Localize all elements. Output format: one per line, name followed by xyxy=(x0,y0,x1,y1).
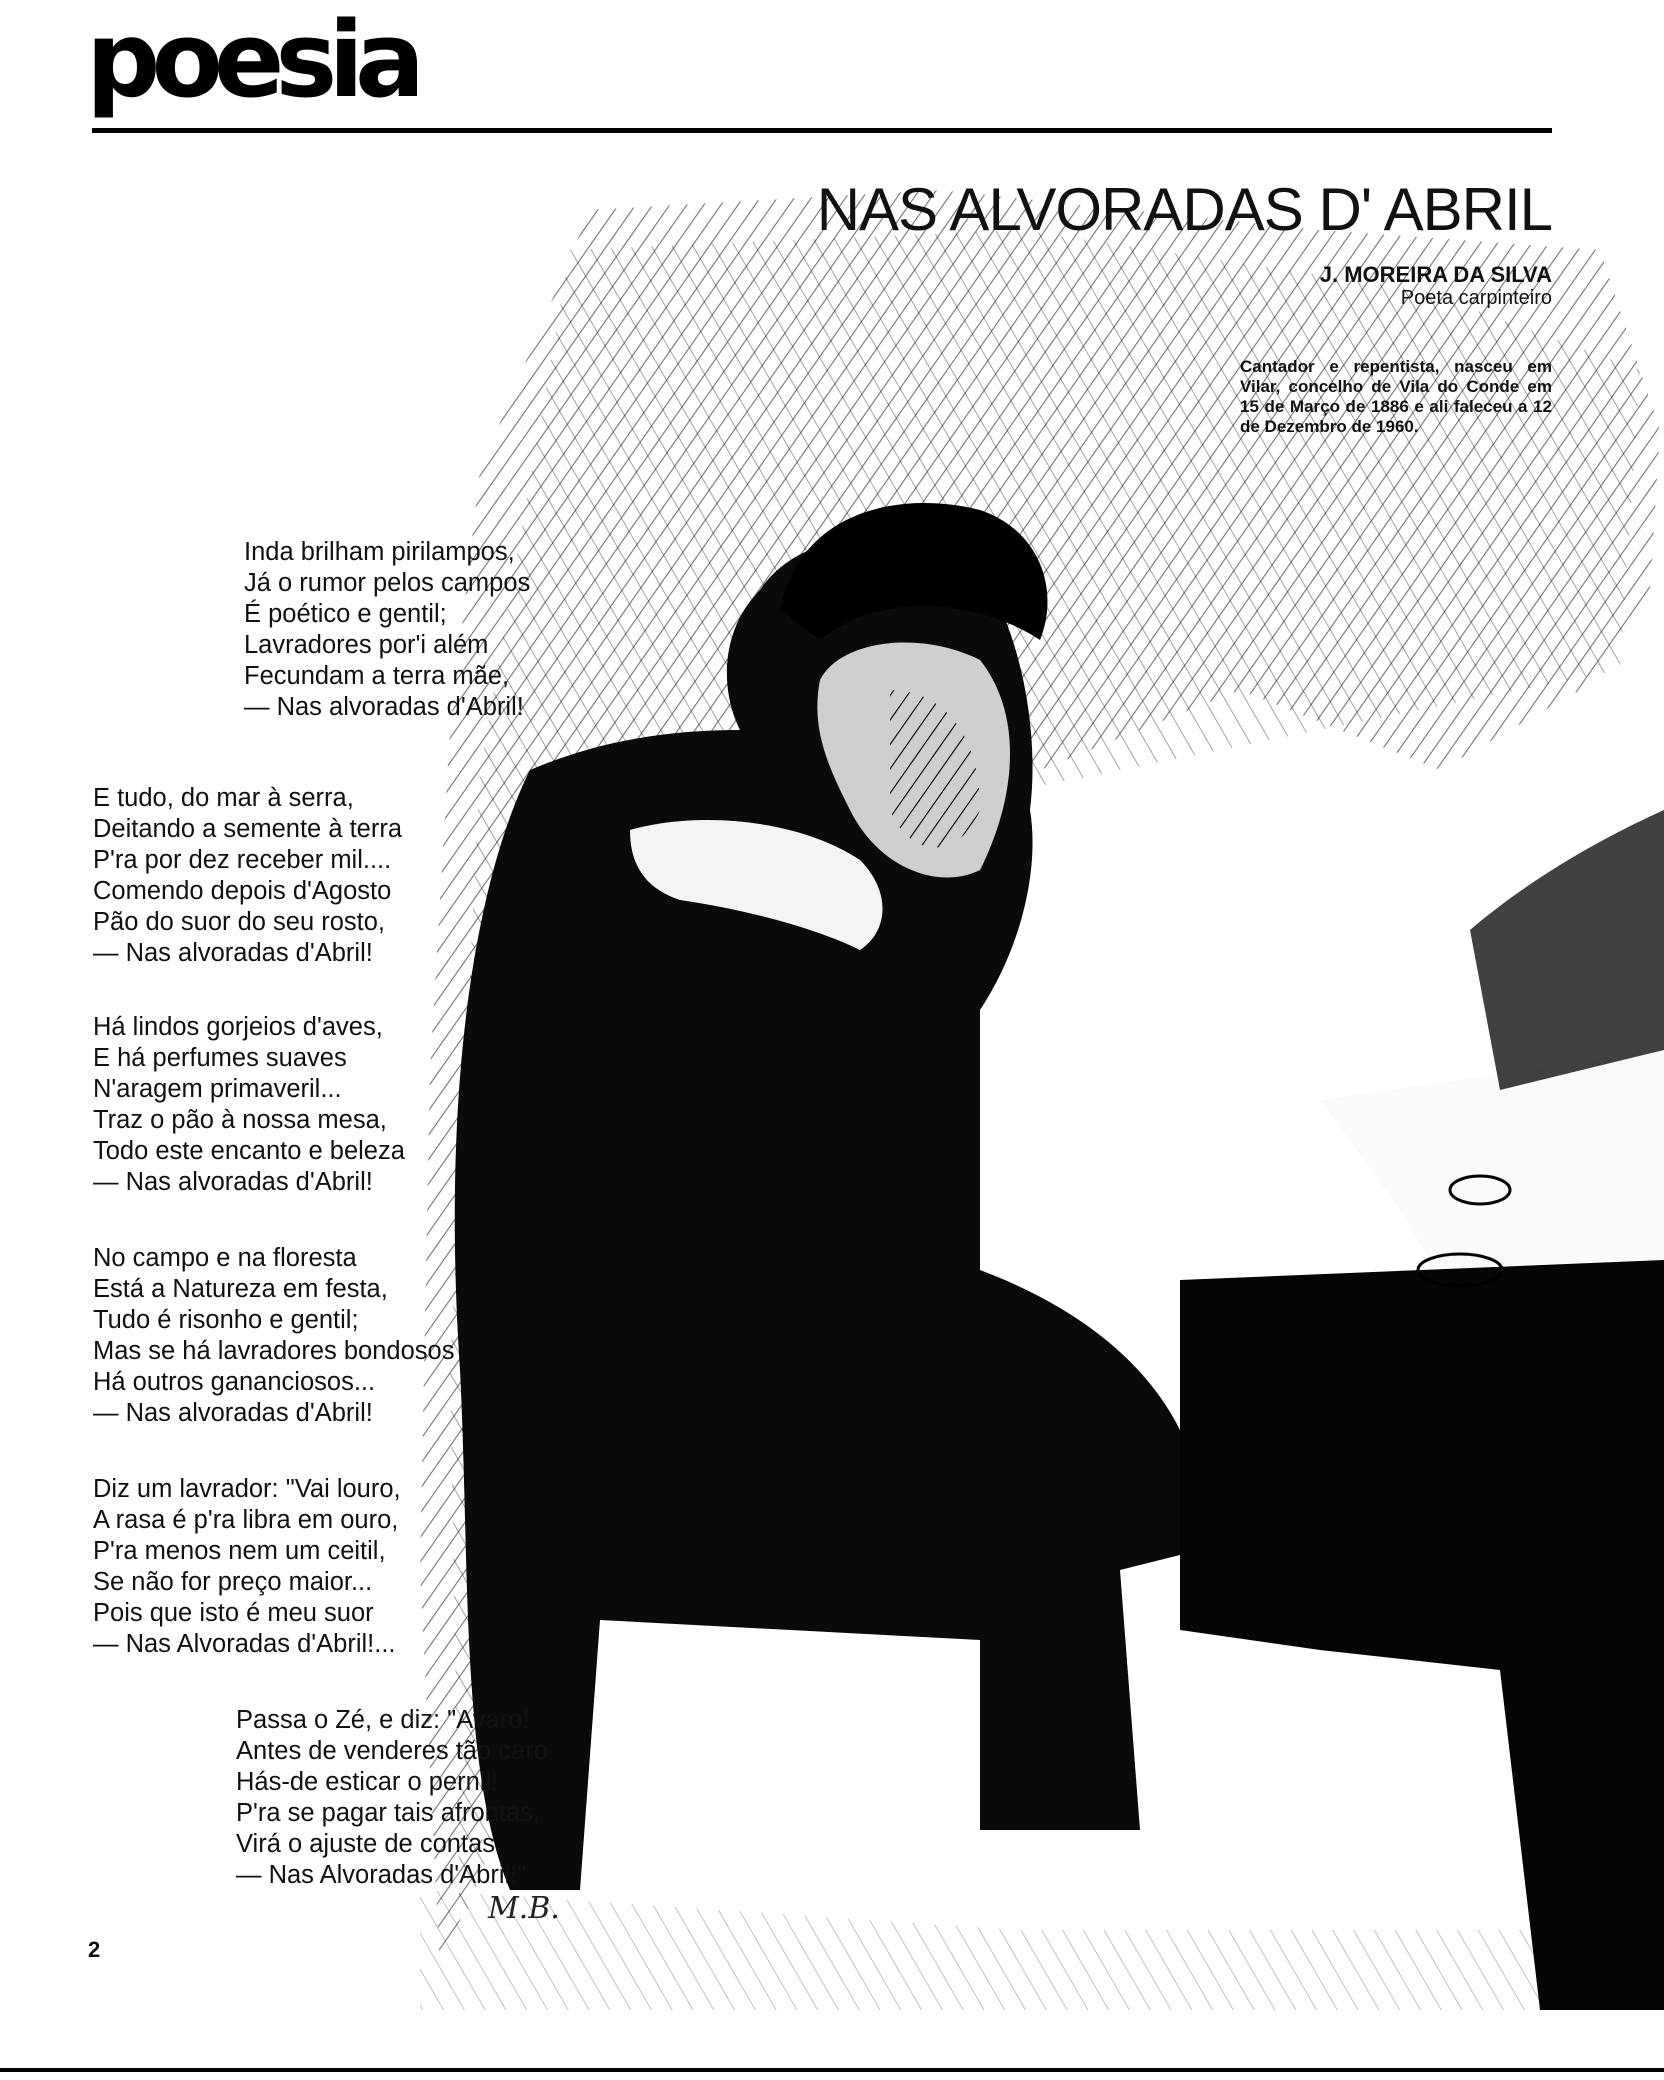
verse-line: Traz o pão à nossa mesa, xyxy=(93,1106,387,1134)
stanza-2 xyxy=(93,783,402,969)
verse-line: E tudo, do mar à serra, xyxy=(93,784,354,812)
verse-line: Lavradores por'i além xyxy=(244,631,489,659)
verse-line: Deitando a semente à terra xyxy=(93,815,403,843)
verse-line: N'aragem primaveril... xyxy=(93,1075,342,1103)
author-block xyxy=(1320,262,1552,310)
illustration xyxy=(420,170,1664,2010)
verse-line: Fecundam a terra mãe, xyxy=(244,662,510,690)
verse-line: P'ra se pagar tais afrontas, xyxy=(236,1799,540,1827)
verse-line: É poético e gentil; xyxy=(244,600,447,628)
stanza-6 xyxy=(236,1705,548,1891)
verse-line: Inda brilham pirilampos, xyxy=(244,538,515,566)
verse-line: Tudo é risonho e gentil; xyxy=(93,1306,359,1334)
verse-line: Passa o Zé, e diz: "Avaro! xyxy=(236,1706,530,1734)
verse-line: Está a Natureza em festa, xyxy=(93,1275,388,1303)
stanza-3 xyxy=(93,1012,405,1198)
verse-line: Pão do suor do seu rosto, xyxy=(93,908,386,936)
verse-line: Mas se há lavradores bondosos xyxy=(93,1337,455,1365)
verse-line: Diz um lavrador: "Vai louro, xyxy=(93,1475,401,1503)
table-shadow xyxy=(1470,810,1664,1090)
verse-line: Todo este encanto e beleza xyxy=(93,1137,405,1165)
artist-signature: M.B. xyxy=(488,1891,560,1926)
stanza-5 xyxy=(93,1474,401,1660)
table-top xyxy=(1320,1050,1664,1280)
verse-line: Comendo depois d'Agosto xyxy=(93,877,392,905)
author-name: J. MOREIRA DA SILVA xyxy=(1319,262,1552,287)
verse-line: — Nas alvoradas d'Abril! xyxy=(93,939,373,967)
verse-line: Há lindos gorjeios d'aves, xyxy=(93,1013,383,1041)
verse-line: No campo e na floresta xyxy=(93,1244,357,1272)
stanza-1 xyxy=(244,537,530,723)
poem-title: NAS ALVORADAS D' ABRIL xyxy=(816,176,1552,243)
verse-line: A rasa é p'ra libra em ouro, xyxy=(93,1506,399,1534)
footer-rule xyxy=(0,2068,1664,2072)
verse-line: Se não for preço maior... xyxy=(93,1568,373,1596)
verse-line: E há perfumes suaves xyxy=(93,1044,347,1072)
verse-line: — Nas Alvoradas d'Abril!" xyxy=(236,1861,527,1889)
verse-line: Há outros gananciosos... xyxy=(93,1368,376,1396)
verse-line: Antes de venderes tão caro xyxy=(236,1737,548,1765)
verse-line: — Nas Alvoradas d'Abril!... xyxy=(93,1630,396,1658)
verse-line: Já o rumor pelos campos xyxy=(244,569,531,597)
verse-line: — Nas alvoradas d'Abril! xyxy=(93,1399,373,1427)
stanza-4 xyxy=(93,1243,454,1429)
section-title: poesia xyxy=(86,0,417,121)
verse-line: P'ra menos nem um ceitil, xyxy=(93,1537,386,1565)
verse-line: Pois que isto é meu suor xyxy=(93,1599,374,1627)
verse-line: Virá o ajuste de contas xyxy=(236,1830,495,1858)
verse-line: Hás-de esticar o pernil! xyxy=(236,1768,499,1796)
header-rule xyxy=(92,128,1552,133)
page-number: 2 xyxy=(88,1937,101,1962)
verse-line: P'ra por dez receber mil.... xyxy=(93,846,392,874)
floor-hatch xyxy=(420,1890,1664,2010)
author-subtitle: Poeta carpinteiro xyxy=(1400,287,1552,310)
verse-line: — Nas alvoradas d'Abril! xyxy=(244,693,524,721)
table-edge xyxy=(1180,1260,1664,2010)
author-bio: Cantador e repentista, nasceu em Vilar, concelho de Vila do Conde em 15 de Março de 1886 e ali faleceu a 12 de Dezembro de 1960. xyxy=(1240,357,1552,436)
verse-line: — Nas alvoradas d'Abril! xyxy=(93,1168,373,1196)
